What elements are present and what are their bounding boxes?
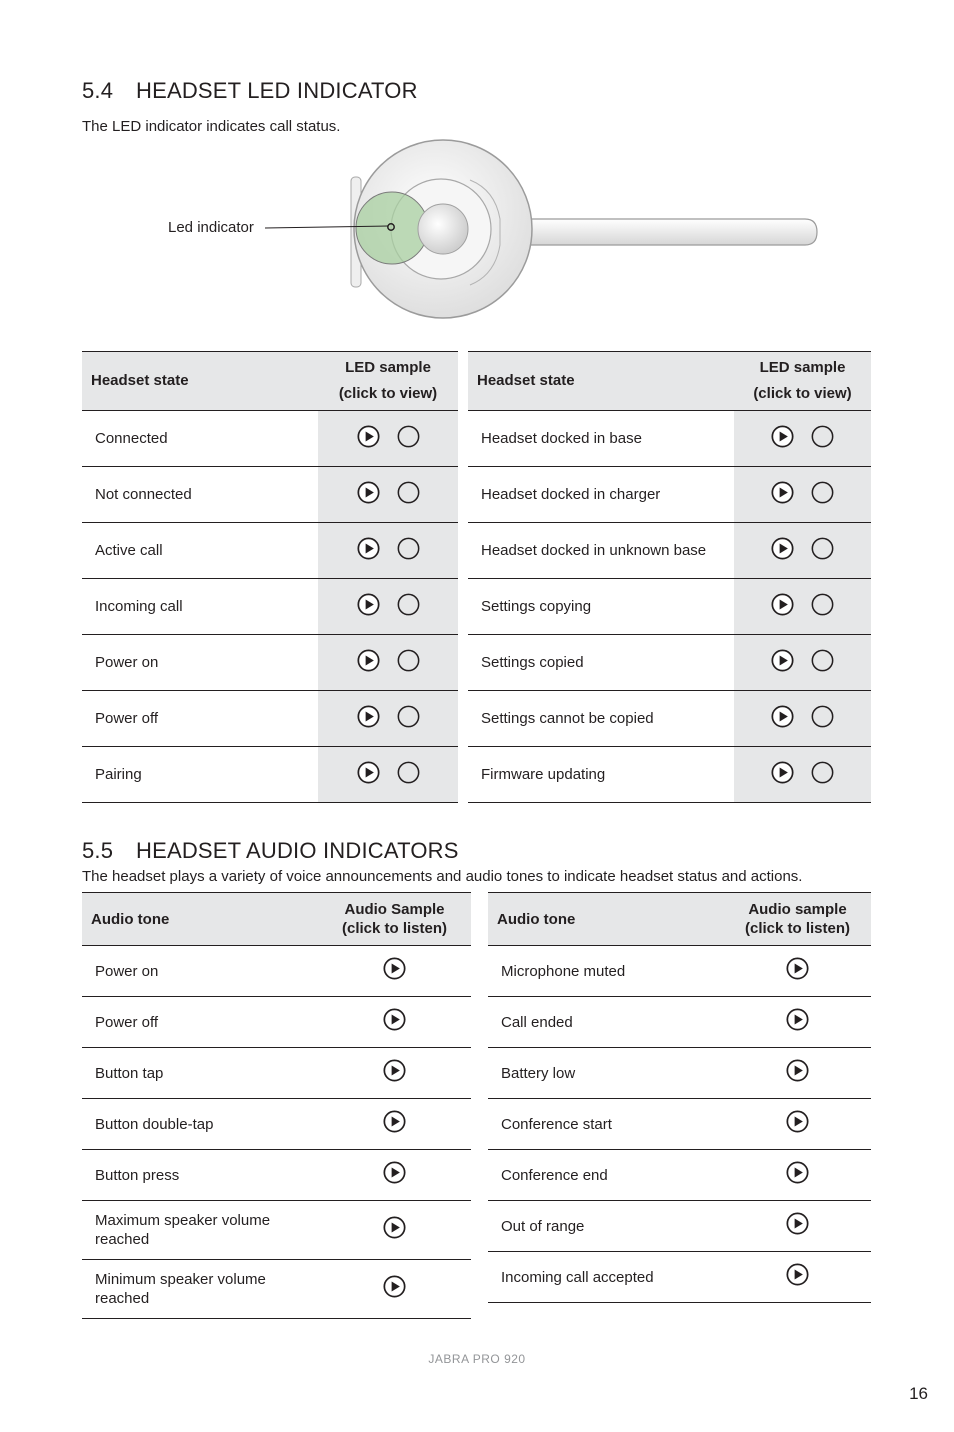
- headset-state-label: Headset docked in unknown base: [468, 523, 734, 579]
- headset-state-label: Firmware updating: [468, 747, 734, 803]
- led-sample-cell: [318, 747, 458, 803]
- audio-sample-controls: [786, 1008, 809, 1031]
- led-circle-icon[interactable]: [811, 481, 834, 504]
- led-sample-cell: [734, 411, 871, 467]
- section-heading-led: [82, 78, 418, 104]
- play-icon[interactable]: [383, 957, 406, 980]
- headset-state-label: Connected: [82, 411, 318, 467]
- audio-sample-controls: [383, 1216, 406, 1239]
- col-header-sample-line1: LED sample: [759, 359, 846, 376]
- play-icon[interactable]: [383, 1275, 406, 1298]
- led-sample-cell: [318, 579, 458, 635]
- audio-tone-line: Incoming call accepted: [501, 1268, 654, 1286]
- audio-sample-controls: [383, 1059, 406, 1082]
- play-icon[interactable]: [771, 705, 794, 728]
- audio-tone-line: Microphone muted: [501, 962, 626, 980]
- led-sample-cell: [318, 635, 458, 691]
- audio-sample-cell: [724, 1099, 871, 1150]
- headset-illustration: [150, 135, 830, 325]
- audio-sample-cell: [318, 1150, 471, 1201]
- section-number: 5.5: [82, 838, 114, 863]
- audio-sample-cell: [724, 1150, 871, 1201]
- audio-tone-line: Button tap: [95, 1064, 164, 1082]
- audio-tone-label: [488, 997, 724, 1048]
- led-sample-controls: [357, 593, 420, 616]
- table-row: [82, 946, 471, 997]
- table-row: [468, 579, 871, 635]
- audio-sample-cell: [724, 1201, 871, 1252]
- headset-state-label: Power on: [82, 635, 318, 691]
- play-icon[interactable]: [786, 957, 809, 980]
- audio-sample-controls: [383, 957, 406, 980]
- audio-tone-line: Button double-tap: [95, 1115, 214, 1133]
- table-row: [82, 691, 458, 747]
- led-sample-controls: [771, 481, 834, 504]
- headset-state-label: Pairing: [82, 747, 318, 803]
- audio-tone-line: Out of range: [501, 1217, 585, 1235]
- audio-tone-line: Power off: [95, 1013, 159, 1031]
- play-icon[interactable]: [786, 1008, 809, 1031]
- table-row: [468, 747, 871, 803]
- table-row: [468, 411, 871, 467]
- table-row: [468, 691, 871, 747]
- play-icon[interactable]: [786, 1110, 809, 1133]
- led-sample-controls: [771, 705, 834, 728]
- col-header-tone: Audio tone: [488, 893, 724, 946]
- play-icon[interactable]: [357, 761, 380, 784]
- audio-sample-cell: [318, 1201, 471, 1260]
- audio-tone-line: Battery low: [501, 1064, 576, 1082]
- led-sample-controls: [357, 705, 420, 728]
- table-header-row: [82, 352, 458, 411]
- audio-tone-line: Conference end: [501, 1166, 608, 1184]
- led-sample-controls: [771, 593, 834, 616]
- led-sample-cell: [734, 691, 871, 747]
- table-row: [82, 1260, 471, 1319]
- audio-tone-label: [82, 946, 318, 997]
- table-row: [488, 1048, 871, 1099]
- table-row: [468, 635, 871, 691]
- play-icon[interactable]: [771, 537, 794, 560]
- play-icon[interactable]: [383, 1216, 406, 1239]
- led-sample-cell: [318, 691, 458, 747]
- table-header-row: [468, 352, 871, 411]
- play-icon[interactable]: [786, 1263, 809, 1286]
- audio-sample-controls: [383, 1161, 406, 1184]
- audio-tone-label: [488, 1099, 724, 1150]
- play-icon[interactable]: [357, 705, 380, 728]
- audio-sample-controls: [383, 1110, 406, 1133]
- led-sample-controls: [357, 761, 420, 784]
- audio-tone-line: Minimum speaker volume: [95, 1271, 266, 1288]
- led-circle-icon[interactable]: [397, 481, 420, 504]
- table-row: [488, 997, 871, 1048]
- audio-sample-cell: [724, 946, 871, 997]
- col-header-sample: [318, 893, 471, 946]
- table-row: [82, 1099, 471, 1150]
- audio-sample-controls: [383, 1275, 406, 1298]
- audio-tone-line: reached: [95, 1290, 150, 1307]
- led-intro: The LED indicator indicates call status.: [82, 118, 341, 135]
- table-row: [82, 1150, 471, 1201]
- play-icon[interactable]: [357, 537, 380, 560]
- led-sample-controls: [771, 425, 834, 448]
- audio-table-right: [488, 892, 871, 1303]
- play-icon[interactable]: [786, 1212, 809, 1235]
- led-sample-cell: [318, 467, 458, 523]
- table-row: [468, 523, 871, 579]
- audio-tone-label: [82, 1150, 318, 1201]
- led-circle-icon[interactable]: [397, 761, 420, 784]
- col-header-sample-line2: (click to listen): [744, 920, 851, 937]
- play-icon[interactable]: [383, 1008, 406, 1031]
- audio-tone-label: [82, 1048, 318, 1099]
- col-header-sample-line1: Audio sample: [748, 901, 847, 918]
- audio-tone-line: Conference start: [501, 1115, 612, 1133]
- headset-state-label: Incoming call: [82, 579, 318, 635]
- audio-sample-controls: [786, 1110, 809, 1133]
- audio-tone-line: reached: [95, 1231, 150, 1248]
- led-circle-icon[interactable]: [397, 593, 420, 616]
- audio-tone-label: [82, 1260, 318, 1319]
- col-header-sample: [734, 352, 871, 411]
- audio-sample-cell: [318, 946, 471, 997]
- led-circle-icon[interactable]: [811, 425, 834, 448]
- led-table-left: [82, 351, 458, 803]
- led-circle-icon[interactable]: [811, 705, 834, 728]
- led-sample-cell: [734, 579, 871, 635]
- section-heading-audio: [82, 838, 459, 864]
- col-header-tone: Audio tone: [82, 893, 318, 946]
- audio-tone-line: Maximum speaker volume: [95, 1212, 271, 1229]
- section-title: HEADSET AUDIO INDICATORS: [136, 838, 459, 863]
- audio-sample-cell: [724, 997, 871, 1048]
- led-callout-label: Led indicator: [168, 219, 254, 236]
- audio-sample-cell: [318, 997, 471, 1048]
- led-circle-icon[interactable]: [811, 649, 834, 672]
- led-table-right: [468, 351, 871, 803]
- table-header-row: [488, 893, 871, 946]
- audio-intro: The headset plays a variety of voice announcements and audio tones to indicate headset status and actions.: [82, 868, 803, 885]
- section-title: HEADSET LED INDICATOR: [136, 78, 418, 103]
- col-header-state: Headset state: [468, 352, 734, 411]
- led-sample-controls: [357, 425, 420, 448]
- audio-sample-controls: [786, 1212, 809, 1235]
- play-icon[interactable]: [771, 761, 794, 784]
- led-circle-icon[interactable]: [397, 649, 420, 672]
- led-sample-controls: [357, 537, 420, 560]
- play-icon[interactable]: [771, 649, 794, 672]
- led-sample-controls: [771, 761, 834, 784]
- headset-state-label: Settings copying: [468, 579, 734, 635]
- audio-sample-controls: [786, 1263, 809, 1286]
- play-icon[interactable]: [383, 1059, 406, 1082]
- audio-tone-label: [82, 1201, 318, 1260]
- table-row: [468, 467, 871, 523]
- table-row: [488, 1099, 871, 1150]
- table-row: [82, 1201, 471, 1260]
- led-sample-cell: [318, 523, 458, 579]
- play-icon[interactable]: [771, 425, 794, 448]
- led-sample-controls: [357, 481, 420, 504]
- audio-tone-label: [488, 1201, 724, 1252]
- headset-state-label: Headset docked in charger: [468, 467, 734, 523]
- table-row: [488, 1201, 871, 1252]
- audio-sample-controls: [786, 957, 809, 980]
- play-icon[interactable]: [357, 649, 380, 672]
- led-sample-controls: [771, 537, 834, 560]
- table-row: [488, 1252, 871, 1303]
- play-icon[interactable]: [357, 593, 380, 616]
- col-header-state: Headset state: [82, 352, 318, 411]
- audio-sample-cell: [318, 1099, 471, 1150]
- audio-sample-cell: [724, 1048, 871, 1099]
- audio-sample-controls: [383, 1008, 406, 1031]
- col-header-sample-line2: (click to view): [753, 385, 852, 402]
- audio-tone-label: [488, 1150, 724, 1201]
- play-icon[interactable]: [383, 1161, 406, 1184]
- led-sample-cell: [734, 523, 871, 579]
- footer-brand: JABRA PRO 920: [428, 1352, 526, 1366]
- play-icon[interactable]: [383, 1110, 406, 1133]
- led-circle-icon[interactable]: [811, 761, 834, 784]
- table-row: [82, 635, 458, 691]
- led-circle-icon[interactable]: [811, 537, 834, 560]
- led-sample-controls: [771, 649, 834, 672]
- audio-tone-label: [488, 1252, 724, 1303]
- audio-sample-cell: [318, 1260, 471, 1319]
- col-header-sample-line1: Audio Sample: [344, 901, 445, 918]
- table-row: [82, 523, 458, 579]
- audio-tone-line: Power on: [95, 962, 159, 980]
- headset-state-label: Settings cannot be copied: [468, 691, 734, 747]
- led-sample-controls: [357, 649, 420, 672]
- table-row: [488, 946, 871, 997]
- led-circle-icon[interactable]: [397, 537, 420, 560]
- headset-state-label: Headset docked in base: [468, 411, 734, 467]
- table-row: [82, 1048, 471, 1099]
- table-row: [82, 467, 458, 523]
- table-row: [82, 997, 471, 1048]
- led-sample-cell: [318, 411, 458, 467]
- audio-tone-label: [488, 946, 724, 997]
- section-number: 5.4: [82, 78, 114, 103]
- audio-tone-line: Button press: [95, 1166, 180, 1184]
- headset-state-label: Active call: [82, 523, 318, 579]
- led-sample-cell: [734, 635, 871, 691]
- table-row: [82, 747, 458, 803]
- play-icon[interactable]: [786, 1161, 809, 1184]
- headset-state-label: Power off: [82, 691, 318, 747]
- table-header-row: [82, 893, 471, 946]
- col-header-sample: [318, 352, 458, 411]
- table-row: [82, 579, 458, 635]
- table-row: [82, 411, 458, 467]
- audio-tone-line: Call ended: [501, 1013, 573, 1031]
- audio-tone-label: [82, 997, 318, 1048]
- audio-sample-cell: [318, 1048, 471, 1099]
- play-icon[interactable]: [786, 1059, 809, 1082]
- col-header-sample-line1: LED sample: [345, 359, 431, 376]
- led-circle-icon[interactable]: [397, 705, 420, 728]
- audio-sample-controls: [786, 1161, 809, 1184]
- play-icon[interactable]: [771, 481, 794, 504]
- col-header-sample: [724, 893, 871, 946]
- audio-sample-cell: [724, 1252, 871, 1303]
- play-icon[interactable]: [357, 481, 380, 504]
- page-number: 16: [909, 1384, 928, 1403]
- headset-state-label: Settings copied: [468, 635, 734, 691]
- led-sample-cell: [734, 467, 871, 523]
- headset-state-label: Not connected: [82, 467, 318, 523]
- led-sample-cell: [734, 747, 871, 803]
- play-icon[interactable]: [357, 425, 380, 448]
- play-icon[interactable]: [771, 593, 794, 616]
- col-header-sample-line2: (click to listen): [341, 920, 448, 937]
- led-circle-icon[interactable]: [397, 425, 420, 448]
- audio-tone-label: [488, 1048, 724, 1099]
- table-row: [488, 1150, 871, 1201]
- audio-table-left: [82, 892, 471, 1319]
- audio-sample-controls: [786, 1059, 809, 1082]
- led-circle-icon[interactable]: [811, 593, 834, 616]
- col-header-sample-line2: (click to view): [338, 385, 438, 402]
- audio-tone-label: [82, 1099, 318, 1150]
